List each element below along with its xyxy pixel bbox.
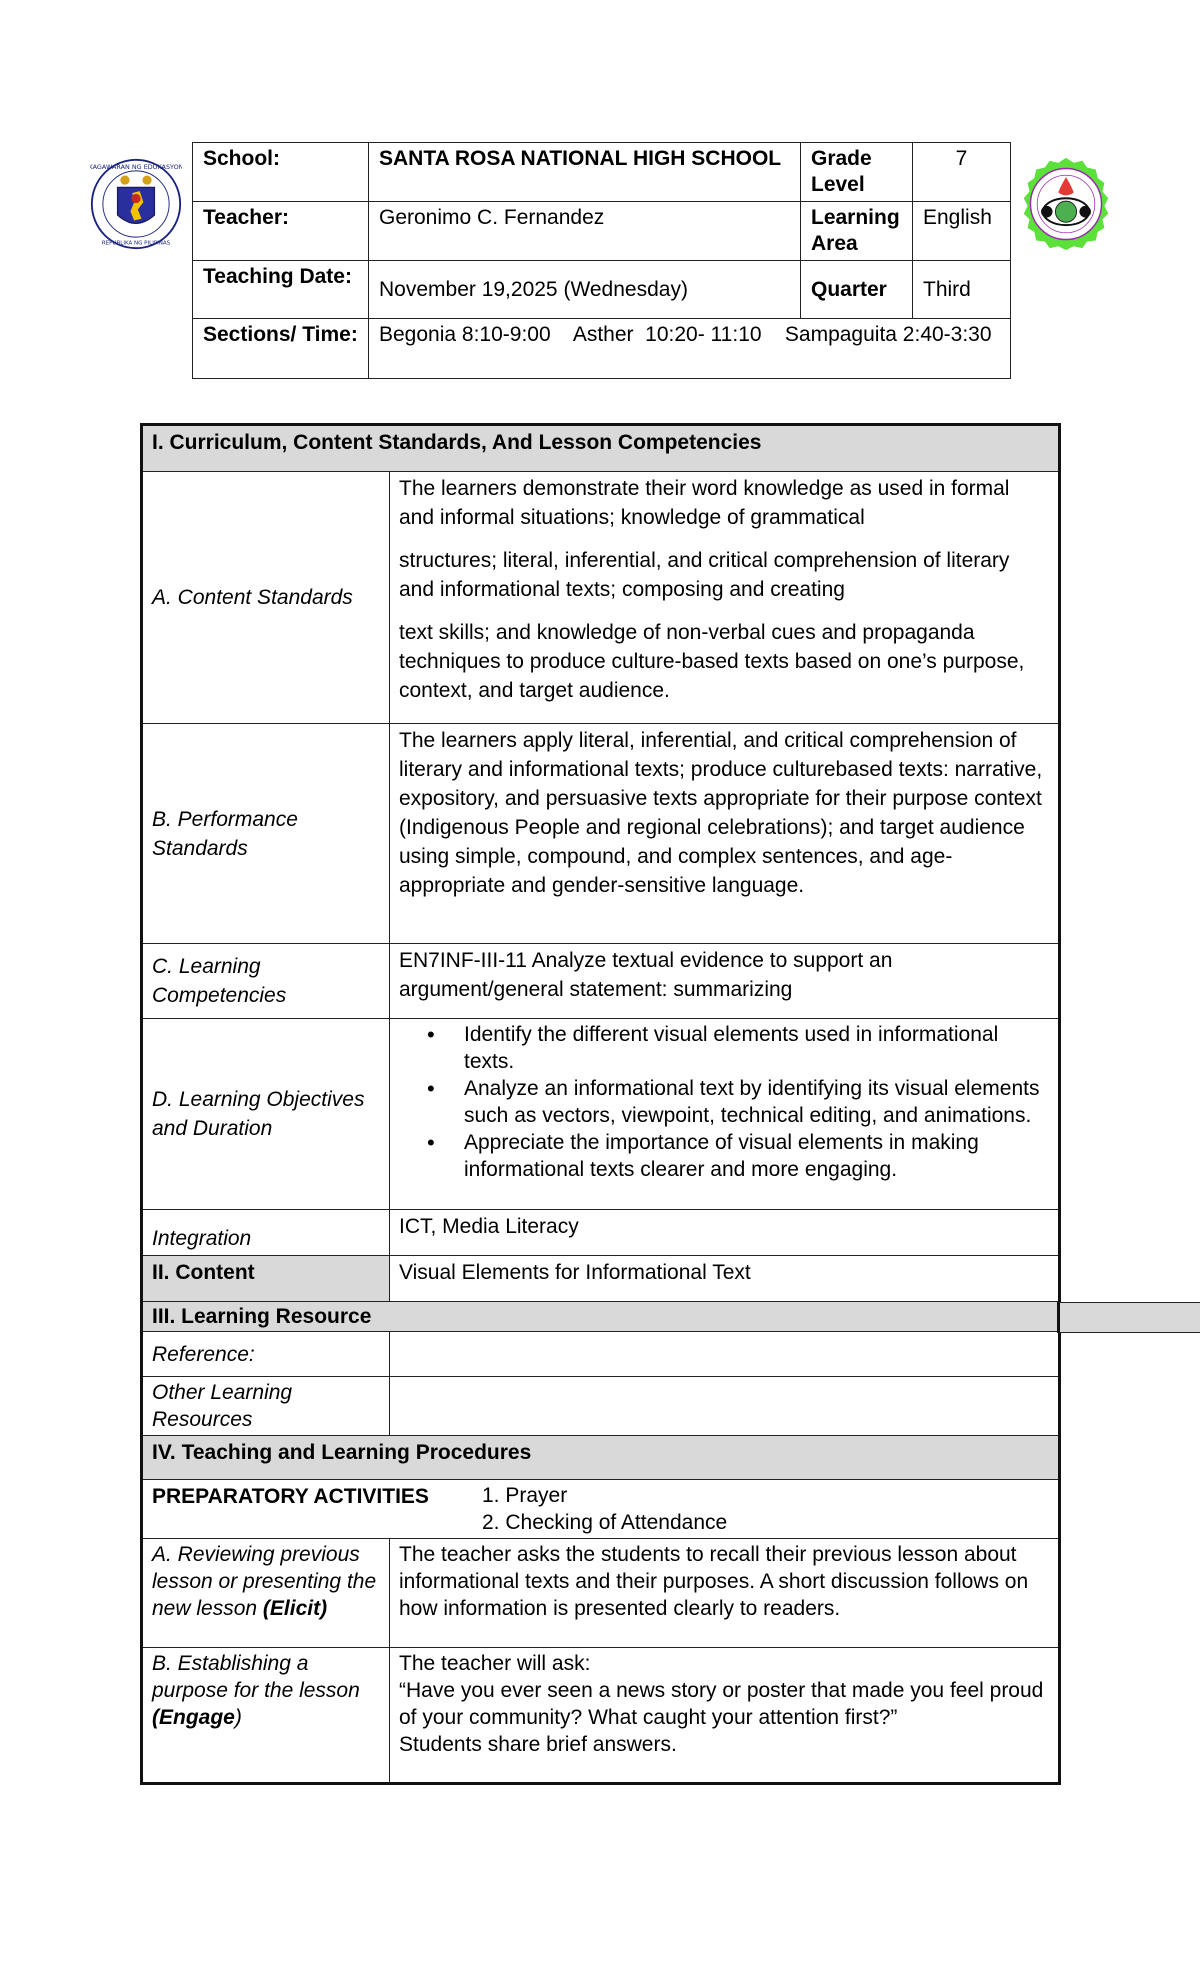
other-resources-label: Other Learning Resources: [142, 1377, 390, 1436]
reference-row: [142, 1332, 1060, 1377]
integration-label: Integration: [142, 1210, 390, 1256]
school-seal-icon: [1018, 156, 1114, 252]
quarter-label: Quarter: [801, 261, 913, 319]
content-standards-paragraph: The learners demonstrate their word knowledge as used in formal and informal situations; knowledge of grammatical: [399, 477, 1010, 529]
grade-level-value: 7: [913, 143, 1011, 202]
school-label: School:: [193, 143, 369, 202]
svg-text:REPUBLIKA NG PILIPINAS: REPUBLIKA NG PILIPINAS: [101, 240, 171, 247]
quarter-value: Third: [913, 261, 1011, 319]
deped-seal-icon: [90, 158, 182, 250]
establishing-line: “Have you ever seen a news story or poster that made you feel proud of your community? What caught your attention first?”: [399, 1679, 1044, 1729]
content-standards-paragraph: structures; literal, inferential, and critical comprehension of literary and informational texts; composing and creating: [399, 549, 1010, 601]
preparatory-item: 2. Checking of Attendance: [482, 1511, 728, 1534]
content-standards-row: [142, 472, 1060, 724]
sections-time-value: Begonia 8:10-9:00 Asther 10:20- 11:10 Sampaguita 2:40-3:30: [369, 319, 1011, 379]
section-procedures-heading: IV. Teaching and Learning Procedures: [142, 1436, 1060, 1480]
establishing-row: [142, 1648, 1060, 1784]
content-standards-label: A. Content Standards: [142, 472, 390, 724]
content-value: Visual Elements for Informational Text: [390, 1256, 1060, 1302]
performance-standards-label: B. Performance Standards: [142, 724, 390, 944]
objective-item: • Identify the different visual elements used in informational texts.: [464, 1021, 1049, 1075]
objectives-row: [142, 1019, 1060, 1210]
objective-item: • Analyze an informational text by identifying its visual elements such as vectors, viewpoint, technical editing, and animations.: [464, 1075, 1049, 1129]
objectives-list: [399, 1021, 1049, 1183]
stray-shaded-cell: [1057, 1302, 1200, 1333]
objective-item: • Appreciate the importance of visual elements in making informational texts clearer and more engaging.: [464, 1129, 1049, 1183]
preparatory-list: [482, 1482, 727, 1536]
svg-text:KAGAWARAN NG EDUKASYON: KAGAWARAN NG EDUKASYON: [90, 163, 182, 172]
learning-competencies-label: C. Learning Competencies: [142, 944, 390, 1019]
integration-value: ICT, Media Literacy: [390, 1210, 1060, 1256]
learning-competencies-row: [142, 944, 1060, 1019]
reviewing-label: [142, 1539, 390, 1648]
teaching-date-label: Teaching Date:: [193, 261, 369, 319]
content-row: [142, 1256, 1060, 1302]
preparatory-cell: [142, 1480, 1060, 1539]
preparatory-item: 1. Prayer: [482, 1484, 568, 1507]
other-resources-row: [142, 1377, 1060, 1436]
sections-time-label: Sections/ Time:: [193, 319, 369, 379]
establishing-label-tail: ): [234, 1706, 242, 1729]
establishing-label-phase: (Engage: [152, 1706, 235, 1729]
reviewing-label-phase: (Elicit): [262, 1597, 328, 1620]
reviewing-value: The teacher asks the students to recall their previous lesson about informational texts and their purposes. A short discussion follows on how information is presented clearly to readers.: [390, 1539, 1060, 1648]
establishing-label: [142, 1648, 390, 1784]
other-resources-value: [390, 1377, 1060, 1436]
grade-level-label: Grade Level: [801, 143, 913, 202]
section-curriculum-heading: I. Curriculum, Content Standards, And Lesson Competencies: [142, 425, 1060, 472]
school-value: SANTA ROSA NATIONAL HIGH SCHOOL: [369, 143, 801, 202]
school-seal-logo: [1018, 156, 1114, 252]
learning-area-value: English: [913, 202, 1011, 261]
establishing-label-text: B. Establishing a purpose for the lesson: [152, 1652, 360, 1702]
deped-seal-logo: [90, 158, 182, 250]
content-label: II. Content: [142, 1256, 390, 1302]
reference-label: Reference:: [142, 1332, 390, 1377]
objectives-value: [390, 1019, 1060, 1210]
lesson-plan-table: [140, 423, 1061, 1785]
teaching-date-value: November 19,2025 (Wednesday): [369, 261, 801, 319]
teacher-value: Geronimo C. Fernandez: [369, 202, 801, 261]
lesson-info-table: [192, 142, 1011, 379]
learning-area-label: Learning Area: [801, 202, 913, 261]
establishing-line: Students share brief answers.: [399, 1733, 677, 1756]
content-standards-value: [390, 472, 1060, 724]
section-learning-resource-heading: III. Learning Resource: [142, 1302, 1060, 1332]
reviewing-row: [142, 1539, 1060, 1648]
performance-standards-row: [142, 724, 1060, 944]
establishing-value: [390, 1648, 1060, 1784]
performance-standards-value: The learners apply literal, inferential, and critical comprehension of literary and informational texts; produce culturebased texts: narrative, expository, and persuasive texts appropriate for their purpose context (Indigenous People and regional celebrations); and target audience using simple, compound, and complex sentences, and age-appropriate and gender-sensitive language.: [390, 724, 1060, 944]
establishing-line: The teacher will ask:: [399, 1652, 591, 1675]
preparatory-label: PREPARATORY ACTIVITIES: [152, 1485, 429, 1508]
reference-value: [390, 1332, 1060, 1377]
learning-competencies-value: EN7INF-III-11 Analyze textual evidence to support an argument/general statement: summarizing: [390, 944, 1060, 1019]
objectives-label: D. Learning Objectives and Duration: [142, 1019, 390, 1210]
teacher-label: Teacher:: [193, 202, 369, 261]
preparatory-row: [142, 1480, 1060, 1539]
content-standards-paragraph: text skills; and knowledge of non-verbal cues and propaganda techniques to produce culture-based texts based on one’s purpose, context, and target audience.: [399, 621, 1025, 702]
integration-row: [142, 1210, 1060, 1256]
reviewing-label-text: A. Reviewing previous lesson or presenting the new lesson: [152, 1543, 377, 1620]
